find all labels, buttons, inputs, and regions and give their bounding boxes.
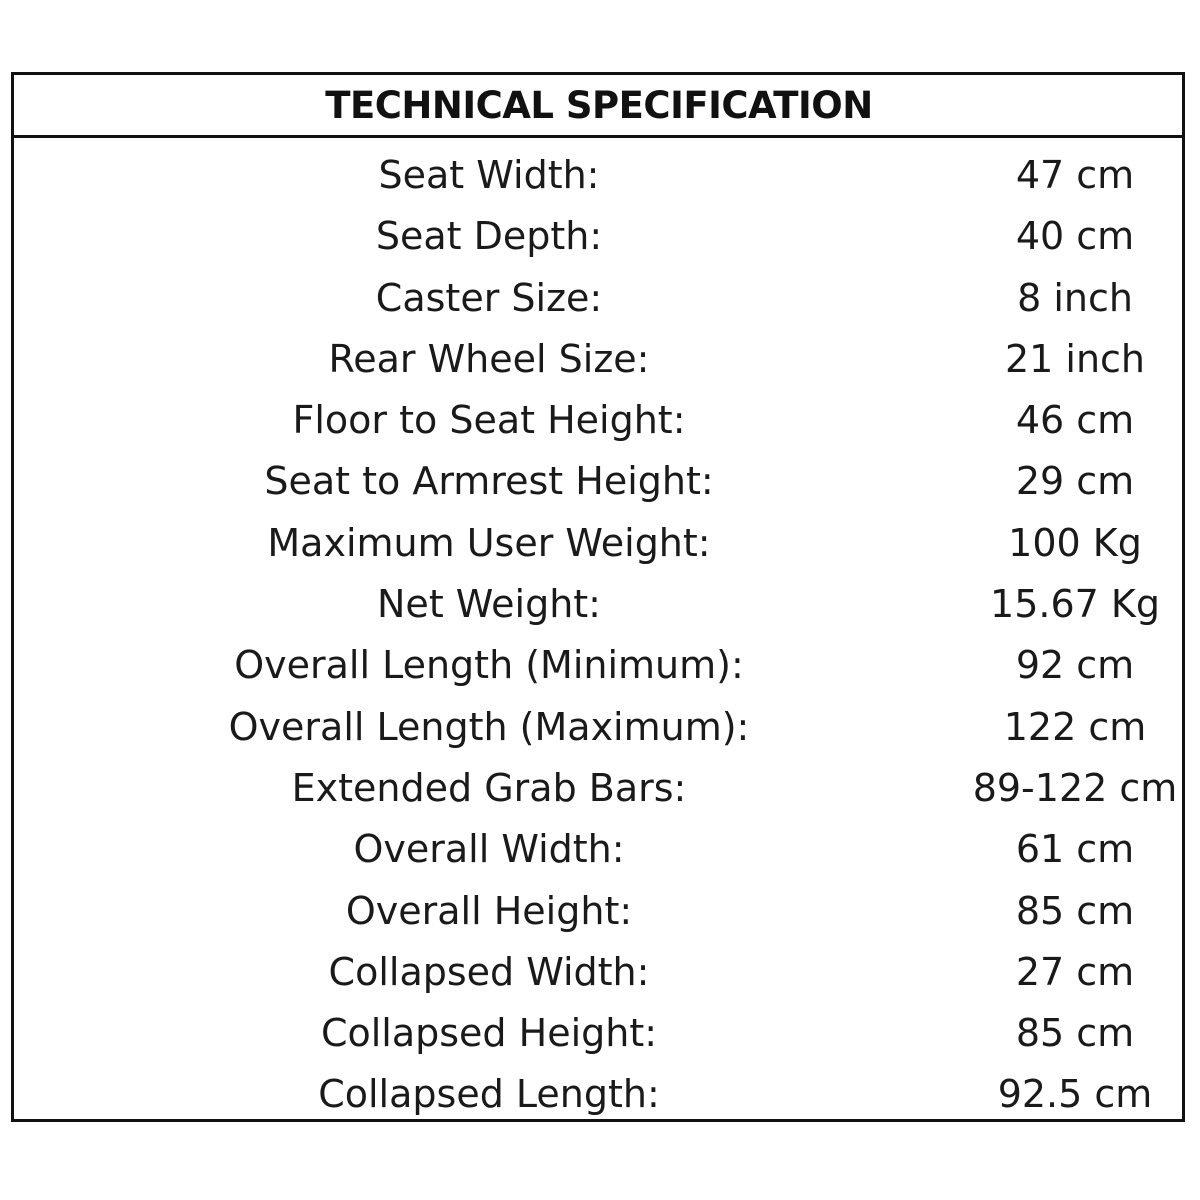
spec-label: Extended Grab Bars: [291,765,687,810]
spec-label: Overall Length (Maximum): [228,704,750,749]
spec-row [14,329,1182,390]
spec-row [14,145,1182,206]
spec-value: 21 inch [1004,336,1146,381]
spec-value: 85 cm [1015,1011,1135,1056]
spec-title: TECHNICAL SPECIFICATION [325,83,873,127]
spec-label: Net Weight: [377,582,601,627]
spec-label: Collapsed Height: [320,1011,658,1056]
spec-label: Caster Size: [375,275,603,320]
spec-value: 27 cm [1015,949,1135,994]
spec-table [11,72,1185,1122]
spec-row [14,513,1182,574]
spec-value: 61 cm [1015,827,1135,872]
spec-row [14,1003,1182,1064]
spec-value: 89-122 cm [972,765,1178,810]
spec-row [14,819,1182,880]
spec-label: Seat Depth: [375,214,603,259]
spec-row [14,881,1182,942]
spec-value: 15.67 Kg [990,582,1160,627]
spec-label: Overall Width: [353,827,625,872]
spec-row [14,942,1182,1003]
spec-value: 47 cm [1015,153,1135,197]
spec-row [14,574,1182,635]
spec-header [14,75,1182,138]
spec-row [14,635,1182,696]
spec-value: 92.5 cm [997,1072,1153,1117]
spec-row [14,1064,1182,1125]
spec-label: Collapsed Width: [328,949,650,994]
spec-label: Seat Width: [378,153,600,197]
spec-row [14,390,1182,451]
spec-label: Collapsed Length: [318,1072,660,1117]
spec-label: Seat to Armrest Height: [264,459,714,504]
spec-value: 40 cm [1015,214,1135,259]
spec-value: 100 Kg [1008,520,1142,565]
spec-row [14,268,1182,329]
spec-label: Maximum User Weight: [267,520,711,565]
spec-value: 46 cm [1015,398,1135,443]
spec-value: 29 cm [1015,459,1135,504]
spec-row [14,206,1182,267]
spec-value: 122 cm [1003,704,1147,749]
spec-value: 85 cm [1015,888,1135,933]
spec-row [14,758,1182,819]
spec-label: Floor to Seat Height: [292,398,686,443]
spec-row [14,697,1182,758]
spec-label: Overall Height: [345,888,633,933]
spec-value: 8 inch [1017,275,1133,320]
spec-value: 92 cm [1015,643,1135,688]
spec-row [14,451,1182,512]
spec-label: Rear Wheel Size: [328,336,650,381]
spec-rows [14,145,1182,1126]
spec-label: Overall Length (Minimum): [234,643,744,688]
